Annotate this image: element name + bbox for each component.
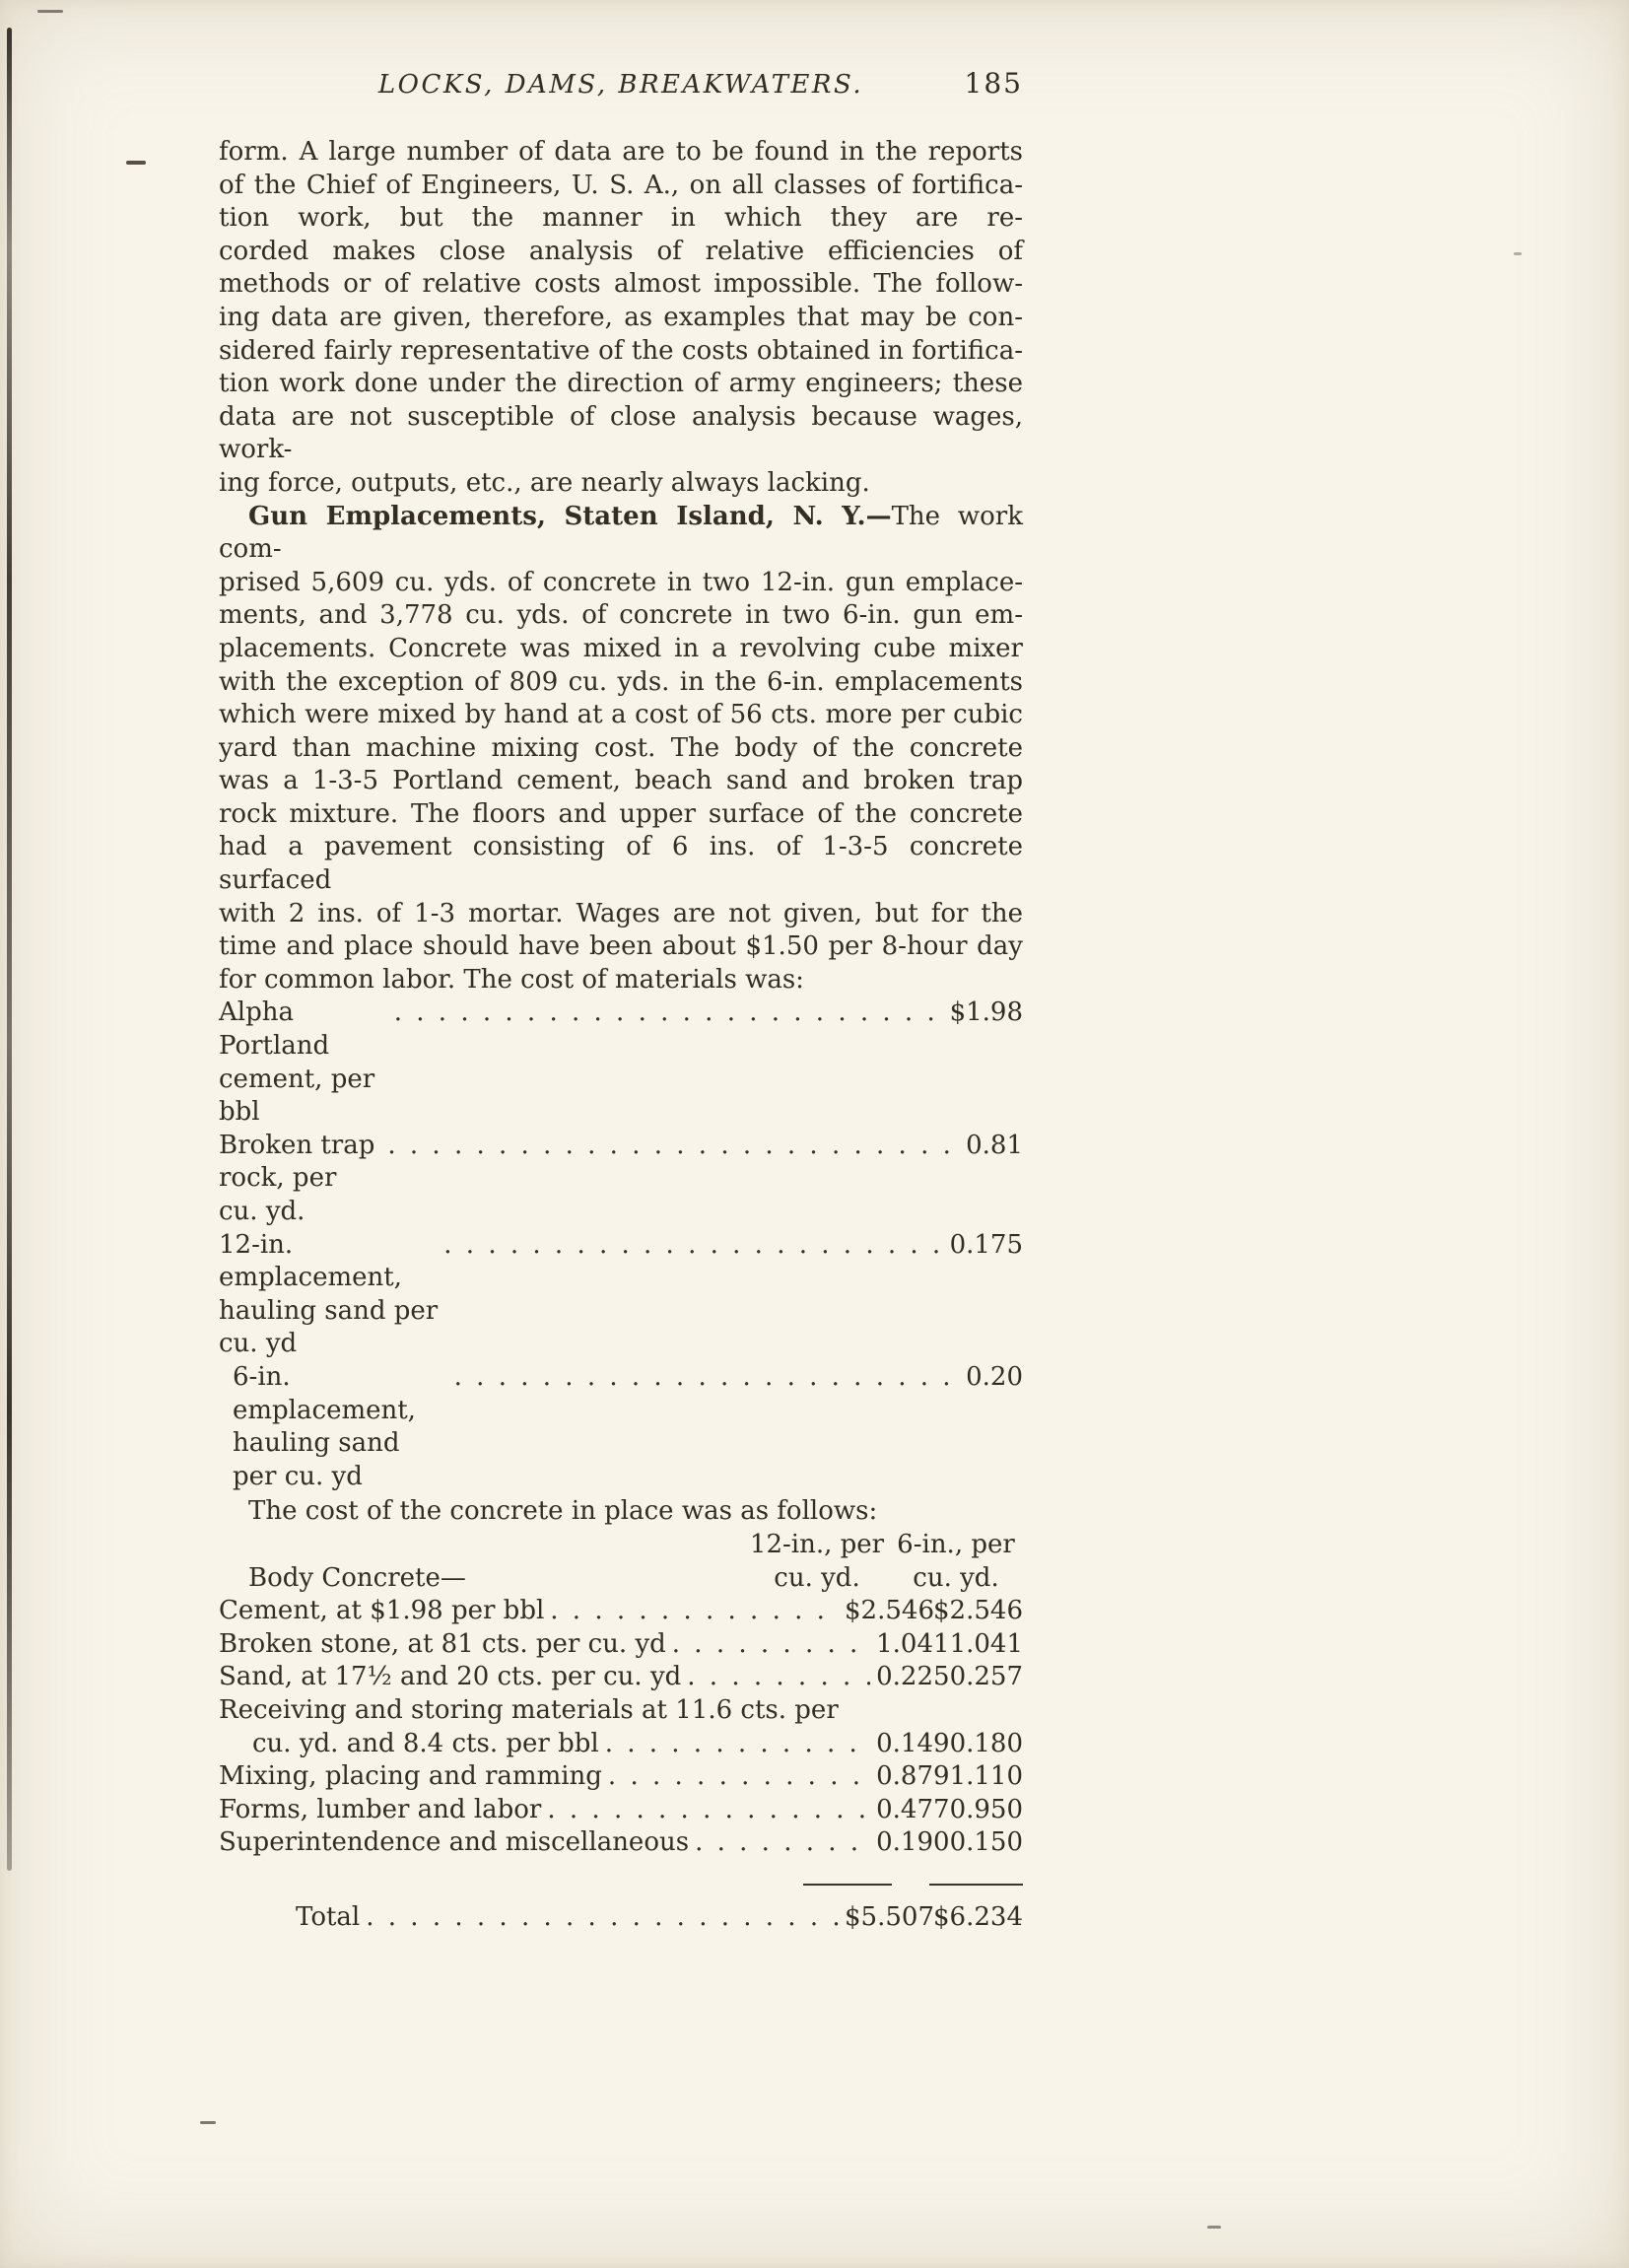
column-subheader: cu. yd. bbox=[774, 1562, 860, 1593]
value-6in: 1.041 bbox=[949, 1628, 1023, 1659]
row-label: Superintendence and miscellaneous bbox=[219, 1827, 690, 1858]
dot-leader bbox=[387, 1130, 960, 1163]
value-12in: 0.190 bbox=[876, 1827, 950, 1858]
column-header: 12-in., per bbox=[749, 1529, 885, 1559]
text-line: prised 5,609 cu. yds. of concrete in two 12-in. gun emplace- bbox=[219, 567, 1023, 597]
table-row bbox=[219, 1794, 1023, 1827]
list-item bbox=[219, 1361, 1023, 1493]
text-line: ing data are given, therefore, as examples that may be con- bbox=[219, 302, 1023, 332]
margin-dash-artifact bbox=[126, 161, 146, 165]
text-line: methods or of relative costs almost impossible. The follow- bbox=[219, 269, 1023, 300]
text-line: tion work done under the direction of army engineers; these bbox=[219, 369, 1023, 399]
page-content bbox=[219, 69, 1023, 1934]
text-line: placements. Concrete was mixed in a revolving cube mixer bbox=[219, 633, 1023, 663]
total-rules bbox=[219, 1884, 1023, 1888]
column-header: 6-in., per bbox=[897, 1529, 1015, 1559]
table-row bbox=[219, 1826, 1023, 1860]
row-label: Mixing, placing and ramming bbox=[219, 1761, 602, 1792]
dot-leader bbox=[608, 1760, 870, 1794]
item-value: $1.98 bbox=[949, 997, 1023, 1028]
item-label: Alpha Portland cement, per bbl bbox=[219, 997, 375, 1128]
text-line: ments, and 3,778 cu. yds. of concrete in two 6-in. gun em- bbox=[219, 600, 1023, 631]
text-line: of the Chief of Engineers, U. S. A., on all classes of fortifica- bbox=[219, 170, 1023, 200]
value-12in: 1.041 bbox=[876, 1628, 950, 1659]
value-6in: 0.180 bbox=[949, 1728, 1023, 1758]
table-subheader-row bbox=[219, 1562, 1023, 1596]
page-number: 185 bbox=[964, 67, 1023, 100]
value-12in: 0.225 bbox=[876, 1662, 950, 1692]
item-value: 0.81 bbox=[966, 1130, 1023, 1160]
text-line: form. A large number of data are to be found in the reports bbox=[219, 137, 1023, 167]
dot-leader bbox=[547, 1794, 870, 1827]
list-item bbox=[219, 997, 1023, 1129]
table-section-label: Body Concrete— bbox=[248, 1562, 466, 1593]
text-line: rock mixture. The floors and upper surface of the concrete bbox=[219, 798, 1023, 829]
value-6in: 0.257 bbox=[949, 1662, 1023, 1692]
table-row-wrapped-line2 bbox=[219, 1728, 1023, 1761]
scan-artifact bbox=[1514, 252, 1522, 255]
row-label: cu. yd. and 8.4 cts. per bbl bbox=[252, 1728, 599, 1758]
text-line: sidered fairly representative of the costs obtained in fortifica- bbox=[219, 335, 1023, 366]
dot-leader bbox=[672, 1628, 870, 1662]
materials-cost-list bbox=[219, 997, 1023, 1493]
table-row-wrapped-line1 bbox=[219, 1694, 1023, 1728]
total-value-6in: $6.234 bbox=[933, 1901, 1023, 1932]
column-subheader: cu. yd. bbox=[913, 1562, 999, 1593]
paragraph-1 bbox=[219, 136, 1023, 501]
dot-leader bbox=[443, 1229, 943, 1263]
item-label: 6-in. emplacement, hauling sand per cu. yd bbox=[233, 1361, 416, 1491]
table-total-row bbox=[219, 1901, 1023, 1935]
dot-leader bbox=[550, 1595, 839, 1628]
value-6in: $2.546 bbox=[933, 1596, 1023, 1626]
text-line: time and place should have been about $1.50 per 8-hour day bbox=[219, 931, 1023, 962]
text-line: data are not susceptible of close analysis because wages, work- bbox=[219, 401, 1023, 465]
table-intro: The cost of the concrete in place was as follows: bbox=[248, 1496, 878, 1527]
scan-artifact bbox=[37, 10, 63, 13]
text-line: which were mixed by hand at a cost of 56 cts. more per cubic bbox=[219, 700, 1023, 730]
total-rule-12in bbox=[803, 1884, 892, 1888]
dot-leader bbox=[394, 997, 944, 1030]
dot-leader bbox=[687, 1661, 870, 1694]
row-label: Forms, lumber and labor bbox=[219, 1794, 542, 1824]
table-row bbox=[219, 1760, 1023, 1794]
item-label: Broken trap rock, per cu. yd. bbox=[219, 1130, 375, 1226]
spacer bbox=[892, 1884, 929, 1888]
total-rule-6in bbox=[929, 1884, 1023, 1888]
row-label: Receiving and storing materials at 11.6 cts. per bbox=[219, 1694, 839, 1725]
value-12in: $2.546 bbox=[845, 1596, 934, 1626]
value-12in: 0.477 bbox=[876, 1794, 950, 1824]
row-label: Cement, at $1.98 per bbl bbox=[219, 1596, 545, 1626]
row-label: Sand, at 17½ and 20 cts. per cu. yd bbox=[219, 1662, 682, 1692]
item-value: 0.20 bbox=[966, 1361, 1023, 1392]
item-value: 0.175 bbox=[949, 1229, 1023, 1260]
dot-leader bbox=[695, 1826, 870, 1860]
value-6in: 0.950 bbox=[949, 1794, 1023, 1824]
dot-leader bbox=[454, 1361, 960, 1395]
text-line: had a pavement consisting of 6 ins. of 1-3-5 concrete surfaced bbox=[219, 832, 1023, 896]
text-line bbox=[219, 501, 1023, 567]
list-item bbox=[219, 1130, 1023, 1229]
text-line: ing force, outputs, etc., are nearly always lacking. bbox=[219, 467, 870, 498]
row-label: Broken stone, at 81 cts. per cu. yd bbox=[219, 1628, 666, 1659]
table-row bbox=[219, 1595, 1023, 1628]
total-label: Total bbox=[296, 1901, 361, 1932]
scan-artifact bbox=[1207, 2226, 1221, 2229]
paragraph-2 bbox=[219, 501, 1023, 997]
chapter-title: LOCKS, DAMS, BREAKWATERS. bbox=[377, 70, 864, 100]
dot-leader bbox=[605, 1728, 870, 1761]
text-run: The work com- bbox=[219, 501, 1023, 565]
concrete-cost-table bbox=[219, 1529, 1023, 1935]
total-value-12in: $5.507 bbox=[845, 1901, 934, 1932]
dot-leader bbox=[366, 1901, 839, 1935]
table-header-row bbox=[219, 1529, 1023, 1562]
scan-artifact bbox=[200, 2121, 216, 2124]
text-line: corded makes close analysis of relative efficiencies of bbox=[219, 236, 1023, 266]
value-12in: 0.149 bbox=[876, 1728, 950, 1758]
binding-shadow-artifact bbox=[7, 28, 12, 1871]
running-header bbox=[219, 69, 1023, 108]
table-row bbox=[219, 1628, 1023, 1662]
table-row bbox=[219, 1661, 1023, 1694]
text-line: with the exception of 809 cu. yds. in the 6-in. emplacements bbox=[219, 666, 1023, 697]
section-heading-inline: Gun Emplacements, Staten Island, N. Y.— bbox=[248, 501, 892, 531]
text-line: was a 1-3-5 Portland cement, beach sand and broken trap bbox=[219, 766, 1023, 796]
list-item bbox=[219, 1229, 1023, 1361]
text-line: with 2 ins. of 1-3 mortar. Wages are not given, but for the bbox=[219, 898, 1023, 928]
value-6in: 1.110 bbox=[949, 1761, 1023, 1792]
value-6in: 0.150 bbox=[949, 1827, 1023, 1858]
text-line: for common labor. The cost of materials was: bbox=[219, 964, 804, 995]
text-line: yard than machine mixing cost. The body of the concrete bbox=[219, 732, 1023, 763]
text-line: tion work, but the manner in which they are re- bbox=[219, 203, 1023, 234]
item-label: 12-in. emplacement, hauling sand per cu. yd bbox=[219, 1229, 439, 1359]
value-12in: 0.879 bbox=[876, 1761, 950, 1792]
